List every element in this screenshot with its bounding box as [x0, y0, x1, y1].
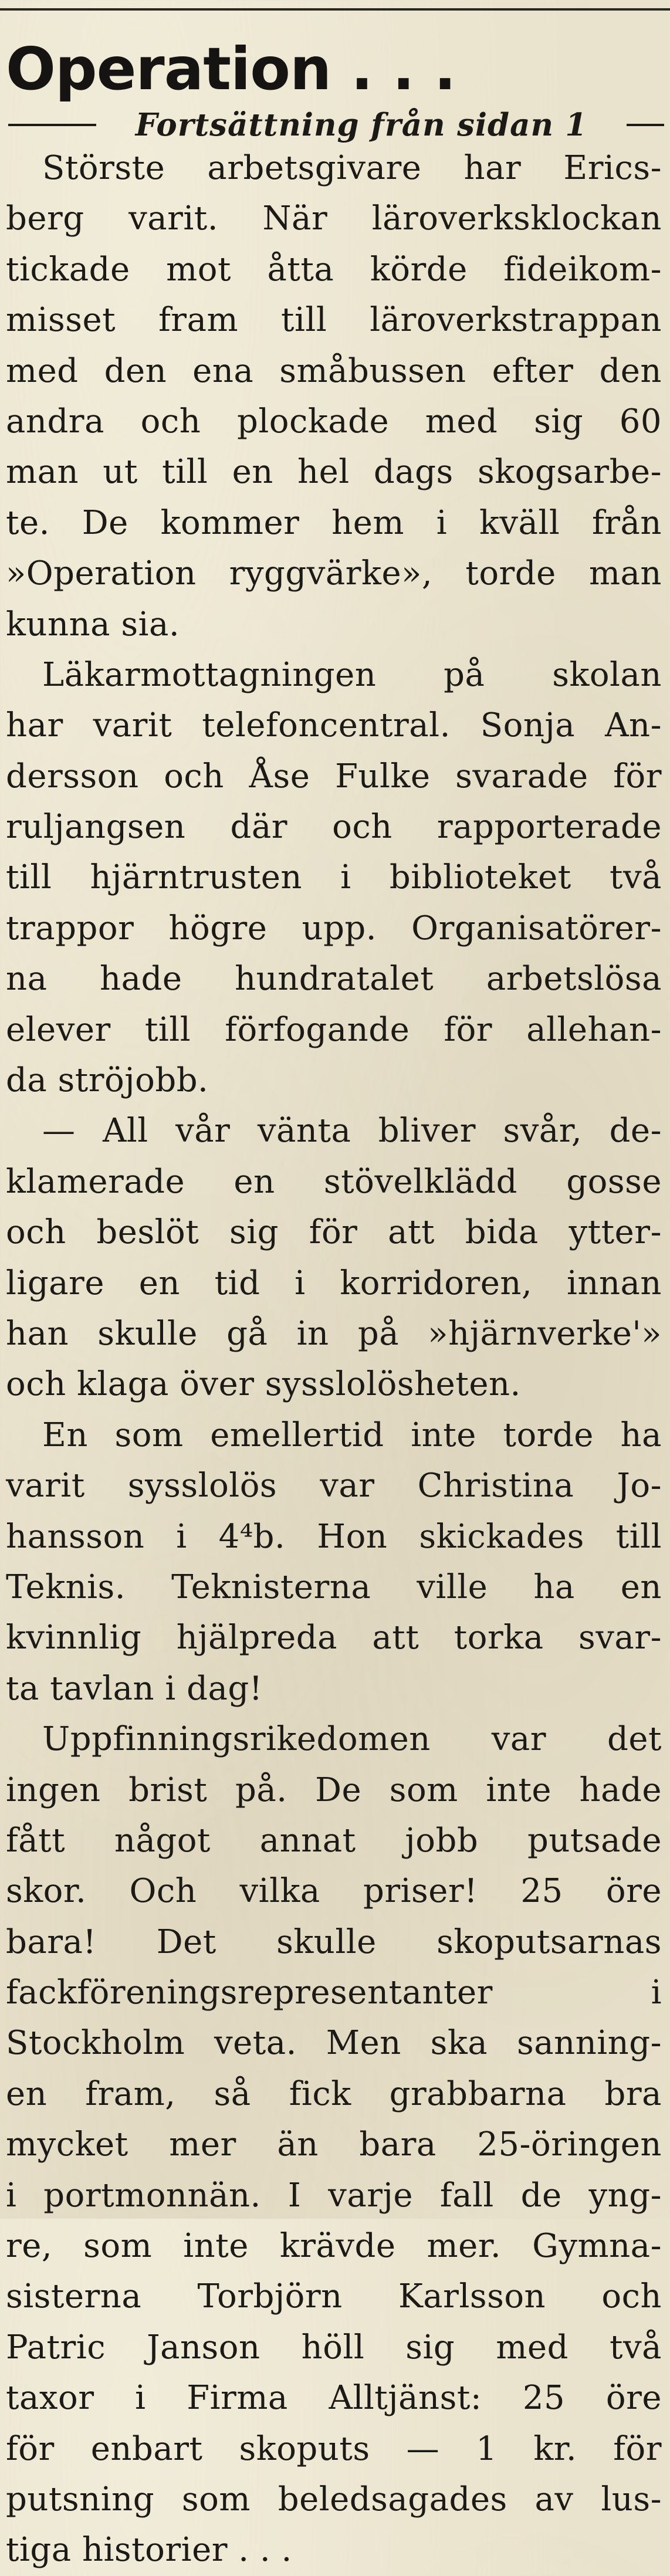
article-line: ruljangsen där och rapporterade [6, 808, 662, 847]
article-line: till hjärntrusten i biblioteket två [6, 858, 662, 897]
article-line: han skulle gå in på »hjärnverke'» [6, 1314, 662, 1353]
article-line: andra och plockade med sig 60 [6, 402, 662, 441]
headline: Operation . . . [6, 35, 456, 103]
article-line: ingen brist på. De som inte hade [6, 1771, 662, 1809]
article-line: klamerade en stövelklädd gosse [6, 1162, 662, 1201]
article-line: man ut till en hel dags skogsarbe- [6, 453, 662, 492]
article-line: Uppfinningsrikedomen var det [42, 1720, 662, 1759]
article-line: dersson och Åse Fulke svarade för [6, 757, 662, 796]
dash-left [8, 124, 96, 126]
article-line: fått något annat jobb putsade [6, 1821, 662, 1860]
article-line: Teknis. Teknisterna ville ha en [6, 1568, 662, 1606]
article-line: berg varit. När läroverksklockan [6, 199, 662, 238]
article-line: elever till förfogande för allehan- [6, 1010, 662, 1049]
article-line: skor. Och vilka priser! 25 öre [6, 1872, 662, 1911]
continuation-text: Fortsättning från sidan 1 [135, 107, 588, 143]
article-line: en fram, så fick grabbarna bra [6, 2074, 662, 2113]
article-line: och beslöt sig för att bida ytter- [6, 1213, 662, 1252]
article-line: Stockholm veta. Men ska sanning- [6, 2024, 662, 2063]
article-line: fackföreningsrepresentanter i [6, 1974, 662, 2012]
article-line: kvinnlig hjälpreda att torka svar- [6, 1619, 662, 1657]
article-line: kunna sia. [6, 605, 180, 644]
top-rule [0, 8, 670, 11]
article-body [6, 143, 662, 2576]
article-line: taxor i Firma Alltjänst: 25 öre [6, 2379, 662, 2418]
article-line: misset fram till läroverkstrappan [6, 301, 662, 340]
article-line: — All vår vänta bliver svår, de- [42, 1112, 662, 1150]
article-line: ligare en tid i korridoren, innan [6, 1264, 662, 1302]
article-line: En som emellertid inte torde ha [42, 1416, 662, 1454]
article-line: Patric Janson höll sig med två [6, 2328, 662, 2367]
article-line: da ströjobb. [6, 1061, 209, 1100]
article-line: har varit telefoncentral. Sonja An- [6, 706, 662, 745]
article-line: putsning som beledsagades av lus- [6, 2480, 662, 2519]
continuation-line [8, 104, 664, 145]
article-line: hansson i 4⁴b. Hon skickades till [6, 1517, 662, 1556]
article-line: varit sysslolös var Christina Jo- [6, 1467, 662, 1505]
article-line: för enbart skoputs — 1 kr. för [6, 2429, 662, 2468]
article-line: na hade hundratalet arbetslösa [6, 960, 662, 998]
article-line: mycket mer än bara 25-öringen [6, 2125, 662, 2164]
article-line: sisterna Torbjörn Karlsson och [6, 2277, 662, 2316]
article-line: ta tavlan i dag! [6, 1669, 263, 1708]
article-line: trappor högre upp. Organisatörer- [6, 909, 662, 947]
article-line: Störste arbetsgivare har Erics- [42, 149, 662, 187]
article-line: och klaga över sysslolösheten. [6, 1365, 521, 1404]
article-line: re, som inte krävde mer. Gymna- [6, 2227, 662, 2266]
article-line: tickade mot åtta körde fideikom- [6, 250, 662, 289]
article-line: tiga historier . . . [6, 2531, 292, 2570]
article-line: »Operation ryggvärke», torde man [6, 554, 662, 593]
article-line: te. De kommer hem i kväll från [6, 503, 662, 542]
article-line: bara! Det skulle skoputsarnas [6, 1922, 662, 1961]
article-line: i portmonnän. I varje fall de yng- [6, 2176, 662, 2215]
article-line: med den ena småbussen efter den [6, 351, 662, 390]
dash-right [627, 124, 664, 126]
article-line: Läkarmottagningen på skolan [42, 655, 662, 694]
